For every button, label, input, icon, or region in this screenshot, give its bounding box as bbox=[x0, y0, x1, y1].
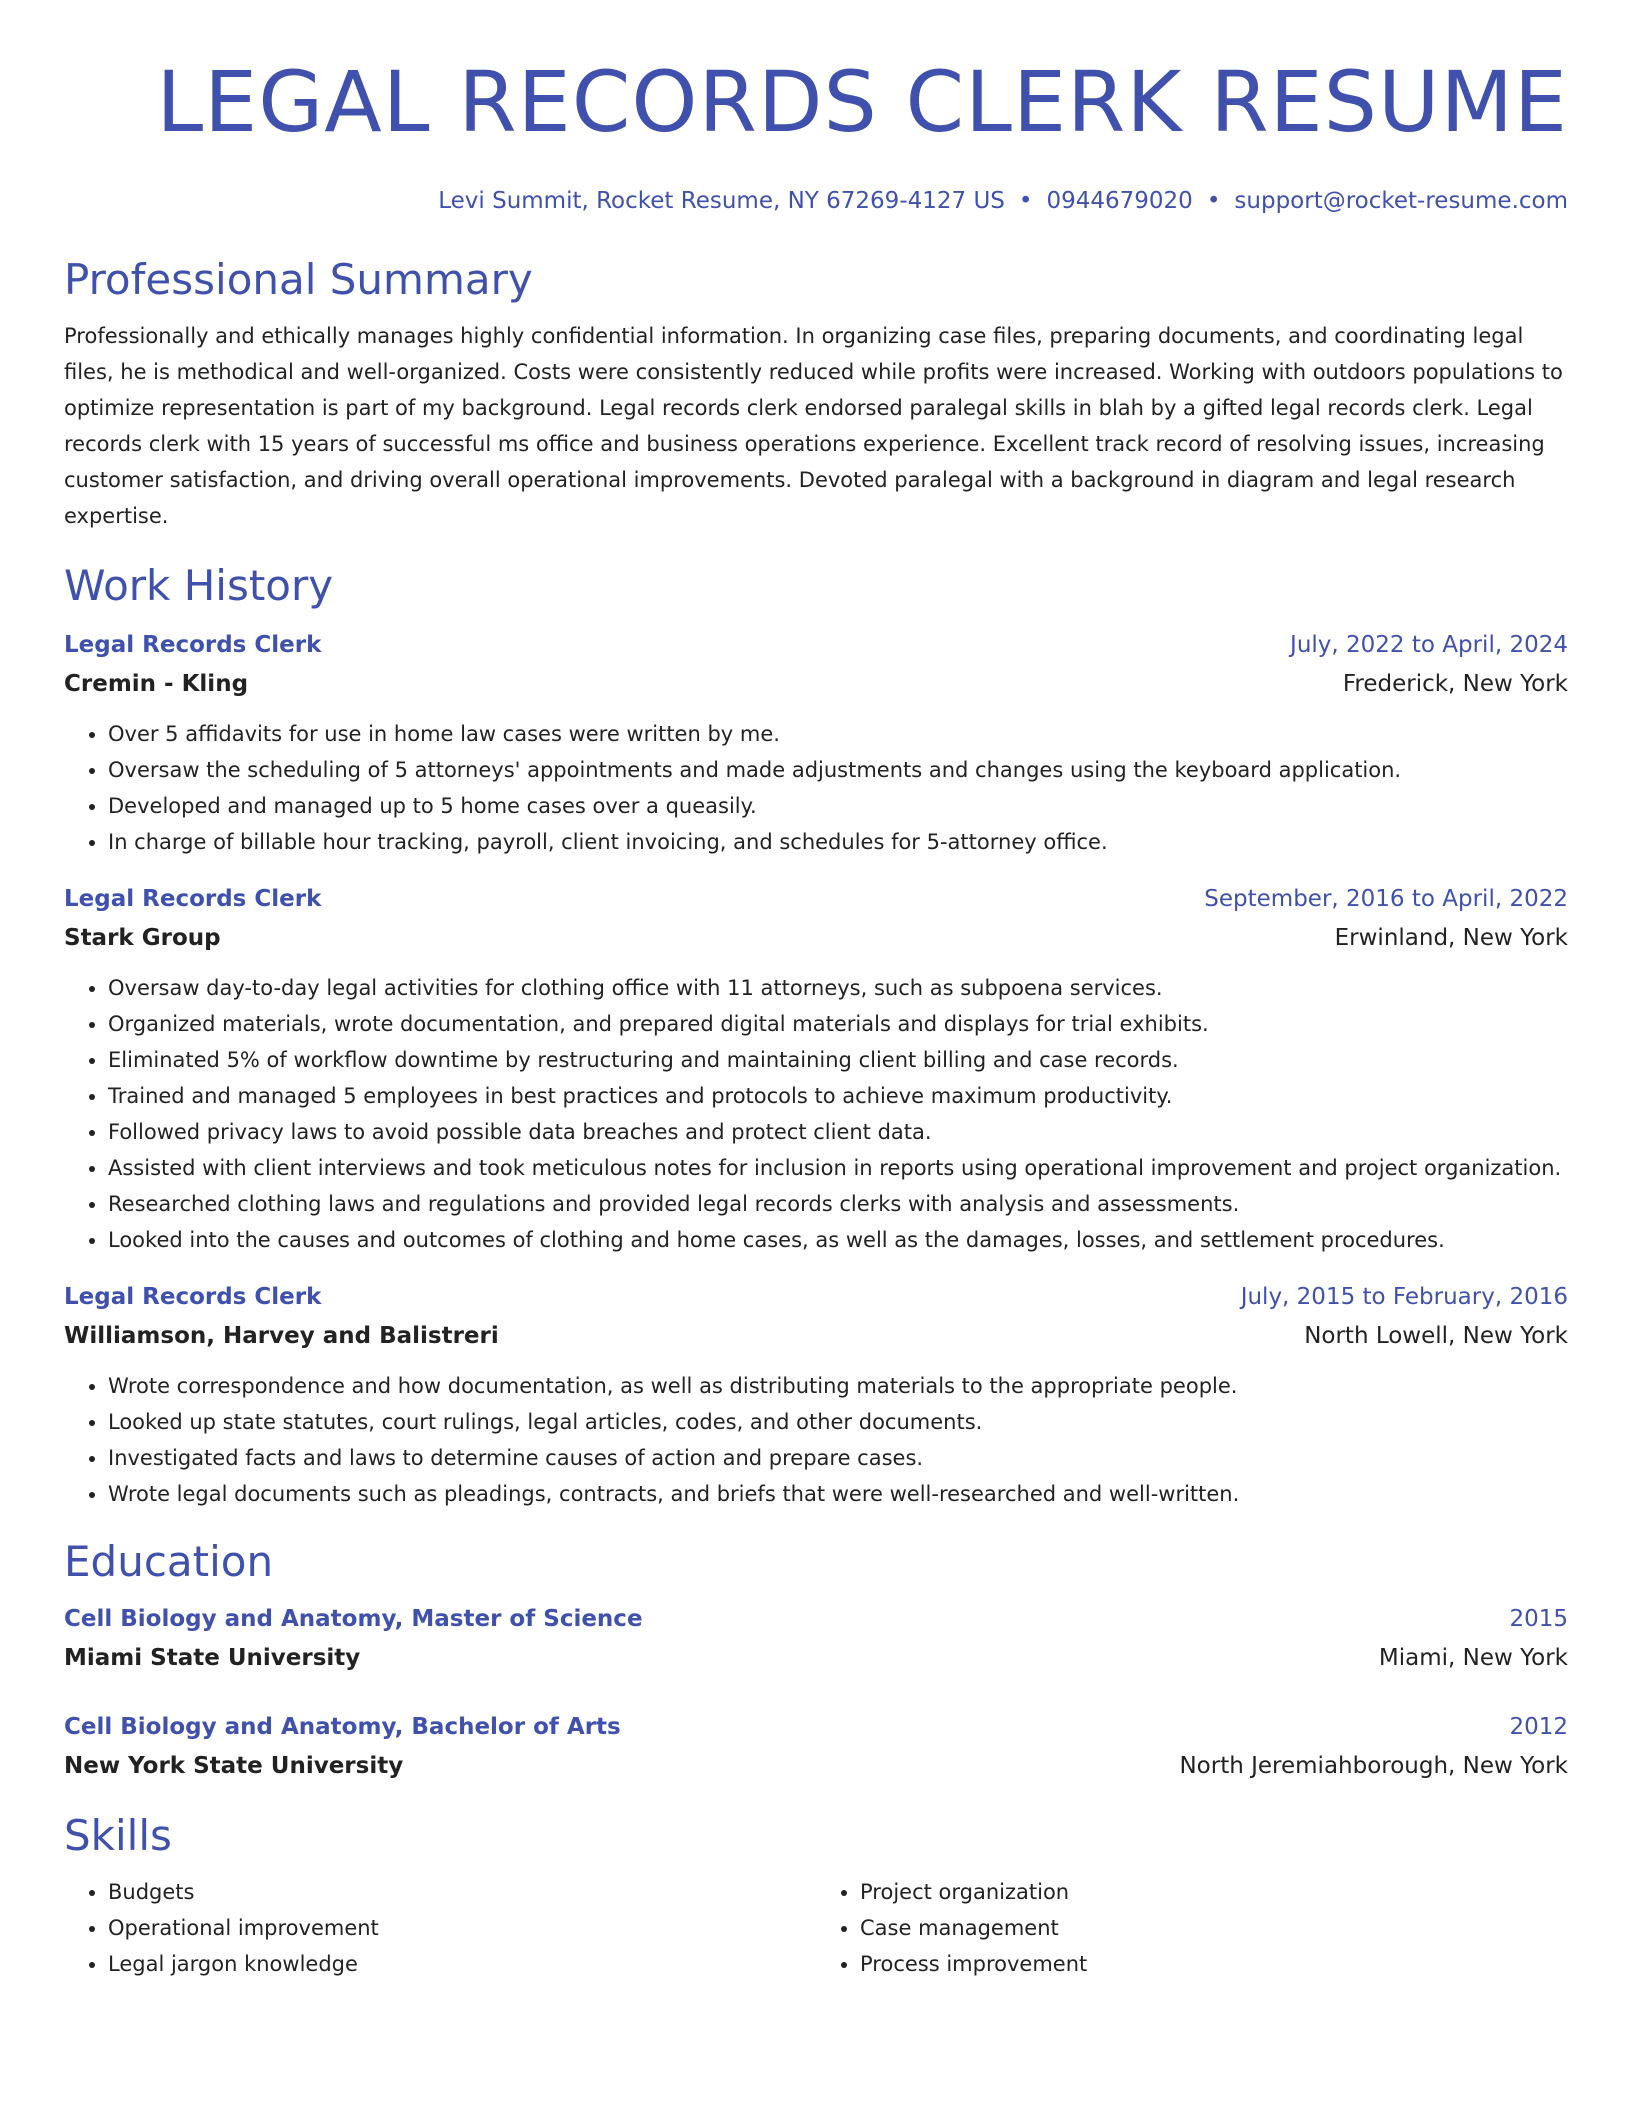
skill-item: • Project organization bbox=[860, 1874, 1568, 1910]
job-bullet: • Looked into the causes and outcomes of clothing and home cases, as well as the damages, losses, and settlement procedures. bbox=[108, 1222, 1568, 1258]
skill-item: • Case management bbox=[860, 1910, 1568, 1946]
education-year: 2012 bbox=[1509, 1714, 1568, 1740]
work-history-heading: Work History bbox=[64, 561, 334, 610]
education-degree: Cell Biology and Anatomy, Master of Science bbox=[64, 1606, 643, 1632]
job-bullet: • Wrote correspondence and how documentation, as well as distributing materials to the appropriate people. bbox=[108, 1368, 1568, 1404]
education-entry bbox=[64, 1708, 1568, 1786]
skills-columns bbox=[64, 1874, 1568, 1982]
job-bullet: • Over 5 affidavits for use in home law cases were written by me. bbox=[108, 716, 1568, 752]
job-dates: July, 2022 to April, 2024 bbox=[1290, 632, 1568, 658]
skill-item: • Process improvement bbox=[860, 1946, 1568, 1982]
job-bullets bbox=[64, 970, 1568, 1258]
job-title: Legal Records Clerk bbox=[64, 886, 322, 912]
job-bullets bbox=[64, 1368, 1568, 1512]
contact-line bbox=[64, 186, 1568, 216]
contact-separator: • bbox=[1018, 188, 1033, 214]
job-bullet: • Oversaw the scheduling of 5 attorneys' appointments and made adjustments and changes using the keyboard application. bbox=[108, 752, 1568, 788]
contact-address: Levi Summit, Rocket Resume, NY 67269-4127 US bbox=[438, 188, 1005, 214]
education-heading: Education bbox=[64, 1537, 274, 1586]
education-school-row bbox=[64, 1746, 1568, 1786]
contact-email[interactable]: support@rocket-resume.com bbox=[1234, 188, 1568, 214]
job-dates: September, 2016 to April, 2022 bbox=[1204, 886, 1568, 912]
job-bullet: • Researched clothing laws and regulations and provided legal records clerks with analysis and assessments. bbox=[108, 1186, 1568, 1222]
job-header-row bbox=[64, 880, 1568, 918]
education-school: Miami State University bbox=[64, 1645, 361, 1671]
job-bullet: • Organized materials, wrote documentation, and prepared digital materials and displays for trial exhibits. bbox=[108, 1006, 1568, 1042]
skill-item: • Legal jargon knowledge bbox=[108, 1946, 816, 1982]
job-location: Frederick, New York bbox=[1342, 671, 1568, 697]
job-bullet: • Followed privacy laws to avoid possible data breaches and protect client data. bbox=[108, 1114, 1568, 1150]
skills-list-left bbox=[64, 1874, 816, 1982]
job-entry bbox=[64, 626, 1568, 860]
summary-heading: Professional Summary bbox=[64, 255, 533, 304]
job-entry bbox=[64, 1278, 1568, 1512]
skill-item: • Budgets bbox=[108, 1874, 816, 1910]
job-bullet: • Wrote legal documents such as pleadings, contracts, and briefs that were well-researched and well-written. bbox=[108, 1476, 1568, 1512]
education-degree: Cell Biology and Anatomy, Bachelor of Arts bbox=[64, 1714, 621, 1740]
job-company: Williamson, Harvey and Balistreri bbox=[64, 1323, 499, 1349]
education-header-row bbox=[64, 1708, 1568, 1746]
contact-separator: • bbox=[1206, 188, 1221, 214]
job-bullet: • Trained and managed 5 employees in best practices and protocols to achieve maximum productivity. bbox=[108, 1078, 1568, 1114]
job-header-row bbox=[64, 1278, 1568, 1316]
contact-phone[interactable]: 0944679020 bbox=[1046, 188, 1193, 214]
job-title: Legal Records Clerk bbox=[64, 632, 322, 658]
job-company-row bbox=[64, 918, 1568, 958]
education-school-row bbox=[64, 1638, 1568, 1678]
job-bullet: • In charge of billable hour tracking, payroll, client invoicing, and schedules for 5-attorney office. bbox=[108, 824, 1568, 860]
job-bullet: • Oversaw day-to-day legal activities for clothing office with 11 attorneys, such as subpoena services. bbox=[108, 970, 1568, 1006]
skills-heading: Skills bbox=[64, 1811, 172, 1860]
education-school: New York State University bbox=[64, 1753, 404, 1779]
job-location: Erwinland, New York bbox=[1334, 925, 1568, 951]
summary-text: Professionally and ethically manages highly confidential information. In organizing case files, preparing documents, and coordinating legal files, he is methodical and well-organized. Costs were consistently reduced while profits were increased. Working with outdoors populations to optimize representation is part of my background. Legal records clerk endorsed paralegal skills in blah by a gifted legal records clerk. Legal records clerk with 15 years of successful ms office and business operations experience. Excellent track record of resolving issues, increasing customer satisfaction, and driving overall operational improvements. Devoted paralegal with a background in diagram and legal research expertise. bbox=[64, 324, 1563, 528]
job-header-row bbox=[64, 626, 1568, 664]
education-location: North Jeremiahborough, New York bbox=[1179, 1753, 1568, 1779]
resume-page bbox=[64, 0, 1568, 1982]
education-entry bbox=[64, 1600, 1568, 1678]
job-location: North Lowell, New York bbox=[1304, 1323, 1568, 1349]
job-bullet: • Investigated facts and laws to determine causes of action and prepare cases. bbox=[108, 1440, 1568, 1476]
job-company: Stark Group bbox=[64, 925, 221, 951]
job-bullet: • Eliminated 5% of workflow downtime by restructuring and maintaining client billing and case records. bbox=[108, 1042, 1568, 1078]
job-bullet: • Looked up state statutes, court rulings, legal articles, codes, and other documents. bbox=[108, 1404, 1568, 1440]
resume-title: LEGAL RECORDS CLERK RESUME bbox=[156, 53, 1568, 151]
job-company: Cremin - Kling bbox=[64, 671, 249, 697]
job-bullet: • Assisted with client interviews and took meticulous notes for inclusion in reports using operational improvement and project organization. bbox=[108, 1150, 1568, 1186]
education-header-row bbox=[64, 1600, 1568, 1638]
job-dates: July, 2015 to February, 2016 bbox=[1240, 1284, 1568, 1310]
education-location: Miami, New York bbox=[1378, 1645, 1568, 1671]
job-bullets bbox=[64, 716, 1568, 860]
skills-list-right bbox=[816, 1874, 1568, 1982]
job-title: Legal Records Clerk bbox=[64, 1284, 322, 1310]
skill-item: • Operational improvement bbox=[108, 1910, 816, 1946]
education-year: 2015 bbox=[1509, 1606, 1568, 1632]
job-company-row bbox=[64, 664, 1568, 704]
job-entry bbox=[64, 880, 1568, 1258]
job-bullet: • Developed and managed up to 5 home cases over a queasily. bbox=[108, 788, 1568, 824]
job-company-row bbox=[64, 1316, 1568, 1356]
